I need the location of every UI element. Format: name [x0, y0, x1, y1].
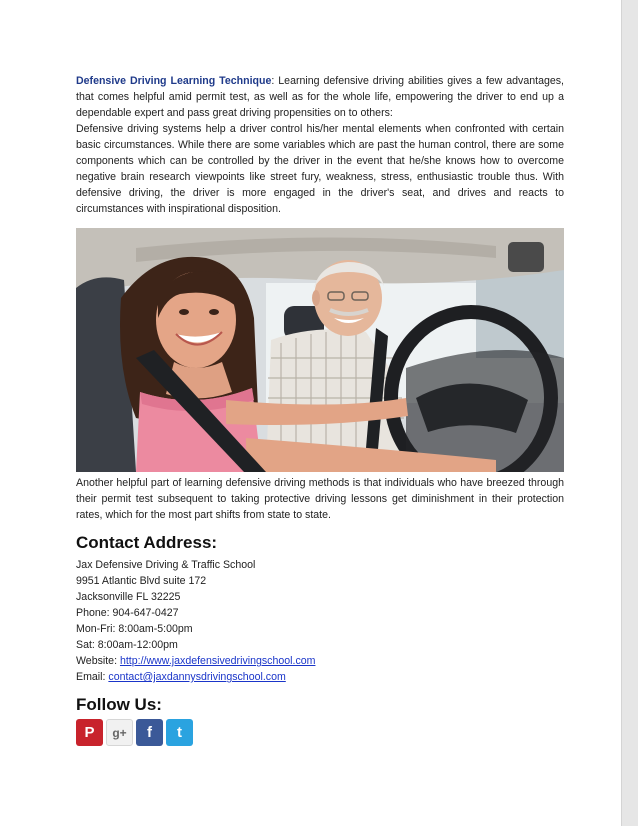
page-content: [76, 73, 564, 746]
street-address: 9951 Atlantic Blvd suite 172: [76, 575, 207, 587]
phone-number: Phone: 904-647-0427: [76, 607, 179, 619]
email-link[interactable]: contact@jaxdannysdrivingschool.com: [108, 671, 286, 683]
website-link[interactable]: http://www.jaxdefensivedrivingschool.com: [119, 655, 316, 667]
defensive-systems-paragraph: Defensive driving systems help a driver control his/her mental elements when confronted with certain basic circumstances. While there are some variables which are past the human control, there are some components which can be controlled by the driver in the event that he/she knows how to overcome negative brain research viewpoints like street fury, weakness, stress, enthusiastic trouble thus. With defensive driving, the driver is more engaged in the driver's seat, and drives and reacts to circumstances with inspirational disposition.: [76, 123, 564, 215]
insurance-paragraph: Another helpful part of learning defensive driving methods is that individuals who have breezed through their permit test subsequent to taking protective driving lessons get diminishment in their protection rates, which for the most part shifts from state to state.: [76, 477, 564, 521]
follow-heading: Follow Us:: [76, 695, 162, 714]
email-label: Email:: [76, 671, 109, 683]
school-name: Jax Defensive Driving & Traffic School: [76, 559, 256, 571]
intro-paragraph: [76, 73, 564, 121]
weekday-hours: Mon-Fri: 8:00am-5:00pm: [76, 623, 193, 635]
driving-lesson-photo: [76, 228, 564, 472]
google-plus-icon[interactable]: g+: [106, 719, 133, 746]
facebook-icon[interactable]: f: [136, 719, 163, 746]
intro-text: : Learning defensive driving abilities gives a few advantages, that comes helpful amid permit test, as well as for the whole life, empowering the driver to end up a dependable expert and pass great driving propensities on to others:: [76, 75, 564, 119]
email-line: [76, 669, 564, 685]
social-icons: [76, 719, 564, 746]
saturday-hours: Sat: 8:00am-12:00pm: [76, 639, 178, 651]
contact-heading: Contact Address:: [76, 533, 218, 552]
twitter-icon[interactable]: t: [166, 719, 193, 746]
pinterest-icon[interactable]: P: [76, 719, 103, 746]
website-line: [76, 653, 564, 669]
city-address: Jacksonville FL 32225: [76, 591, 181, 603]
website-label: Website:: [76, 655, 120, 667]
intro-title: Defensive Driving Learning Technique: [76, 75, 272, 87]
